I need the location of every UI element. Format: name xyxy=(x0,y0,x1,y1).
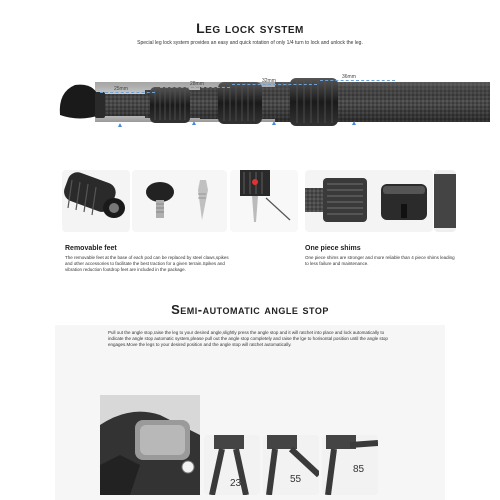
diameter-label-3: 32mm xyxy=(262,78,276,84)
dimension-line-1 xyxy=(100,92,155,93)
removable-feet-body: The removable feet at the base of each pod can be replaced by steel claws,spikes and other accessories to facilitate the best traction for a given terrain.Spikes and vibration reduction footdrop feet are included in the package. xyxy=(65,255,229,272)
arrow-up-icon xyxy=(352,121,356,125)
arrow-up-icon xyxy=(272,121,276,125)
diameter-label-4: 36mm xyxy=(342,74,356,80)
arrow-up-icon xyxy=(118,123,122,127)
removable-feet-title: Removable feet xyxy=(65,245,117,252)
shim-photo-edge xyxy=(434,170,456,232)
dimension-line-3 xyxy=(232,84,317,85)
angle-55-label: 55 xyxy=(290,474,302,485)
foot-photo-2 xyxy=(132,170,227,232)
leg-lock-subtitle: Special leg lock system provides an easy and quick rotation of only 1/4 turn to lock and unlock the leg. xyxy=(137,40,363,46)
angle-85-photo xyxy=(322,435,378,495)
foot-photo-1 xyxy=(62,170,130,232)
shims-title: One piece shims xyxy=(305,245,361,252)
angle-55-photo xyxy=(263,435,319,495)
carbon-leg-illustration xyxy=(50,60,490,150)
dimension-line-4 xyxy=(320,80,395,81)
foot-photo-3 xyxy=(230,170,298,232)
angle-stop-body: Pull out the angle stop,raise the leg to your desired angle,slightly press the angle stop and it will ratchet into place and lock automatically to indicate the angle stop automatic system,please pull out the angle stop completely and raise the lge to horisontal position until the angle stop engages.Move the legs to your desired position and the angle stop will ratchet automatically. xyxy=(108,330,388,347)
arrow-up-icon xyxy=(192,121,196,125)
angle-23-label: 23 xyxy=(230,478,242,489)
angle-stop-title: Semi-automatic angle stop xyxy=(171,302,329,317)
dimension-line-2 xyxy=(160,87,230,88)
angle-85-label: 85 xyxy=(353,464,365,475)
shim-photo-1 xyxy=(305,170,433,232)
angle-stop-closeup-photo xyxy=(100,395,200,495)
shims-body: One piece shims are stronger and more reliable than 4 piece shims leading to less failure and maintenance. xyxy=(305,255,455,266)
leg-lock-title: Leg lock system xyxy=(196,20,304,36)
diameter-label-2: 28mm xyxy=(190,81,204,87)
diameter-label-1: 25mm xyxy=(114,86,128,92)
